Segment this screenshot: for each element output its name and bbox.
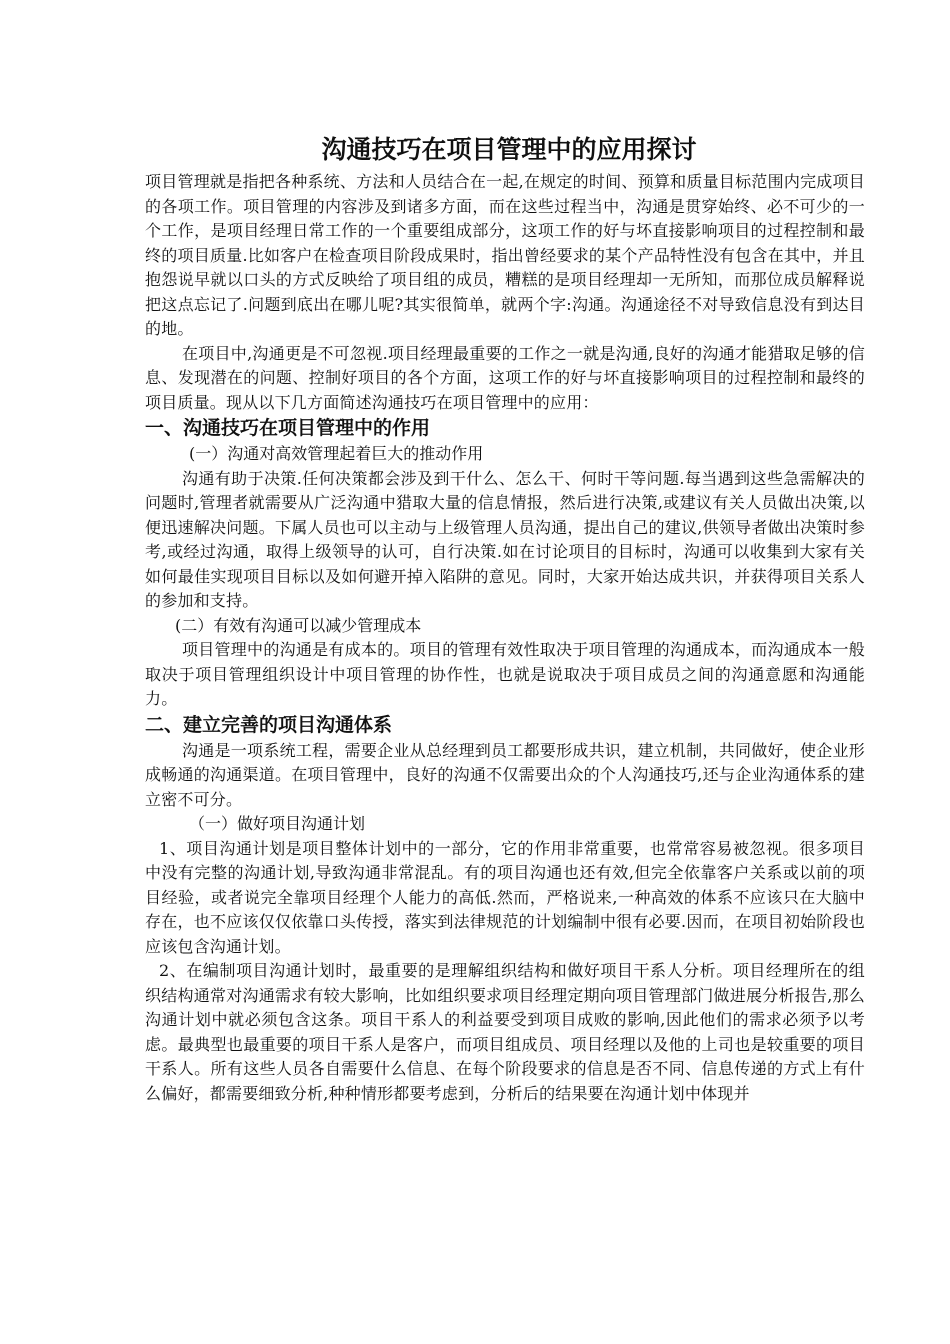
section-heading: 一、沟通技巧在项目管理中的作用: [145, 417, 431, 439]
intro-paragraph: 项目管理就是指把各种系统、方法和人员结合在一起,在规定的时间、预算和质量目标范围内完成项目的各项工作。项目管理的内容涉及到诸多方面，而在这些过程当中，沟通是贯穿始终、必不可少的一个工作，是项目经理日常工作的一个重要组成部分，这项工作的好与坏直接影响项目的过程控制和最终的项目质量.比如客户在检查项目阶段成果时，指出曾经要求的某个产品特性没有包含在其中，并且抱怨说早就以口头的方式反映给了项目组的成员，糟糕的是项目经理却一无所知，而那位成员解释说把这点忘记了.问题到底出在哪儿呢?其实很简单，就两个字:沟通。沟通途径不对导致信息没有到达目的地。: [145, 172, 865, 338]
body-paragraph: 在项目中,沟通更是不可忽视.项目经理最重要的工作之一就是沟通,良好的沟通才能猎取足够的信息、发现潜在的问题、控制好项目的各个方面，这项工作的好与坏直接影响项目的过程控制和最终的项目质量。现从以下几方面简述沟通技巧在项目管理中的应用：: [145, 343, 865, 412]
section-heading: 二、建立完善的项目沟通体系: [145, 713, 393, 736]
document-title: 沟通技巧在项目管理中的应用探讨: [321, 135, 697, 164]
document-page: [145, 130, 865, 1106]
numbered-paragraph: 1、项目沟通计划是项目整体计划中的一部分，它的作用非常重要，也常常容易被忽视。很多项目中没有完整的沟通计划,导致沟通非常混乱。有的项目沟通也还有效,但完全依靠客户关系或以前的项目经验，或者说完全靠项目经理个人能力的高低.然而，严格说来,一种高效的体系不应该只在大脑中存在，也不应该仅仅依靠口头传授，落实到法律规范的计划编制中很有必要.因而，在项目初始阶段也应该包含沟通计划。: [145, 838, 865, 956]
subsection-heading: (二）有效有沟通可以减少管理成本: [175, 615, 422, 635]
subsection-heading: （一）做好项目沟通计划: [189, 814, 366, 833]
body-paragraph: 沟通有助于决策.任何决策都会涉及到干什么、怎么干、何时干等问题.每当遇到这些急需解决的问题时,管理者就需要从广泛沟通中猎取大量的信息情报，然后进行决策,或建议有关人员做出决策,以便迅速解决问题。下属人员也可以主动与上级管理人员沟通，提出自己的建议,供领导者做出决策时参考,或经过沟通，取得上级领导的认可，自行决策.如在讨论项目的目标时，沟通可以收集到大家有关如何最佳实现项目目标以及如何避开掉入陷阱的意见。同时，大家开始达成共识，并获得项目关系人的参加和支持。: [145, 468, 865, 610]
body-paragraph: 项目管理中的沟通是有成本的。项目的管理有效性取决于项目管理的沟通成本，而沟通成本一般取决于项目管理组织设计中项目管理的协作性，也就是说取决于项目成员之间的沟通意愿和沟通能力。: [145, 640, 865, 708]
body-paragraph: 沟通是一项系统工程，需要企业从总经理到员工都要形成共识，建立机制，共同做好，使企业形成畅通的沟通渠道。在项目管理中，良好的沟通不仅需要出众的个人沟通技巧,还与企业沟通体系的建立密不可分。: [145, 740, 865, 809]
subsection-heading: (一）沟通对高效管理起着巨大的推动作用: [189, 444, 484, 463]
numbered-paragraph: 2、在编制项目沟通计划时，最重要的是理解组织结构和做好项目干系人分析。项目经理所在的组织结构通常对沟通需求有较大影响，比如组织要求项目经理定期向项目管理部门做进展分析报告,那么沟通计划中就必须包含这条。项目干系人的利益要受到项目成败的影响,因此他们的需求必须予以考虑。最典型也最重要的项目干系人是客户，而项目组成员、项目经理以及他的上司也是较重要的项目干系人。所有这些人员各自需要什么信息、在每个阶段要求的信息是否不同、信息传递的方式上有什么偏好，都需要细致分析,种种情形都要考虑到，分析后的结果要在沟通计划中体现并: [145, 961, 865, 1103]
